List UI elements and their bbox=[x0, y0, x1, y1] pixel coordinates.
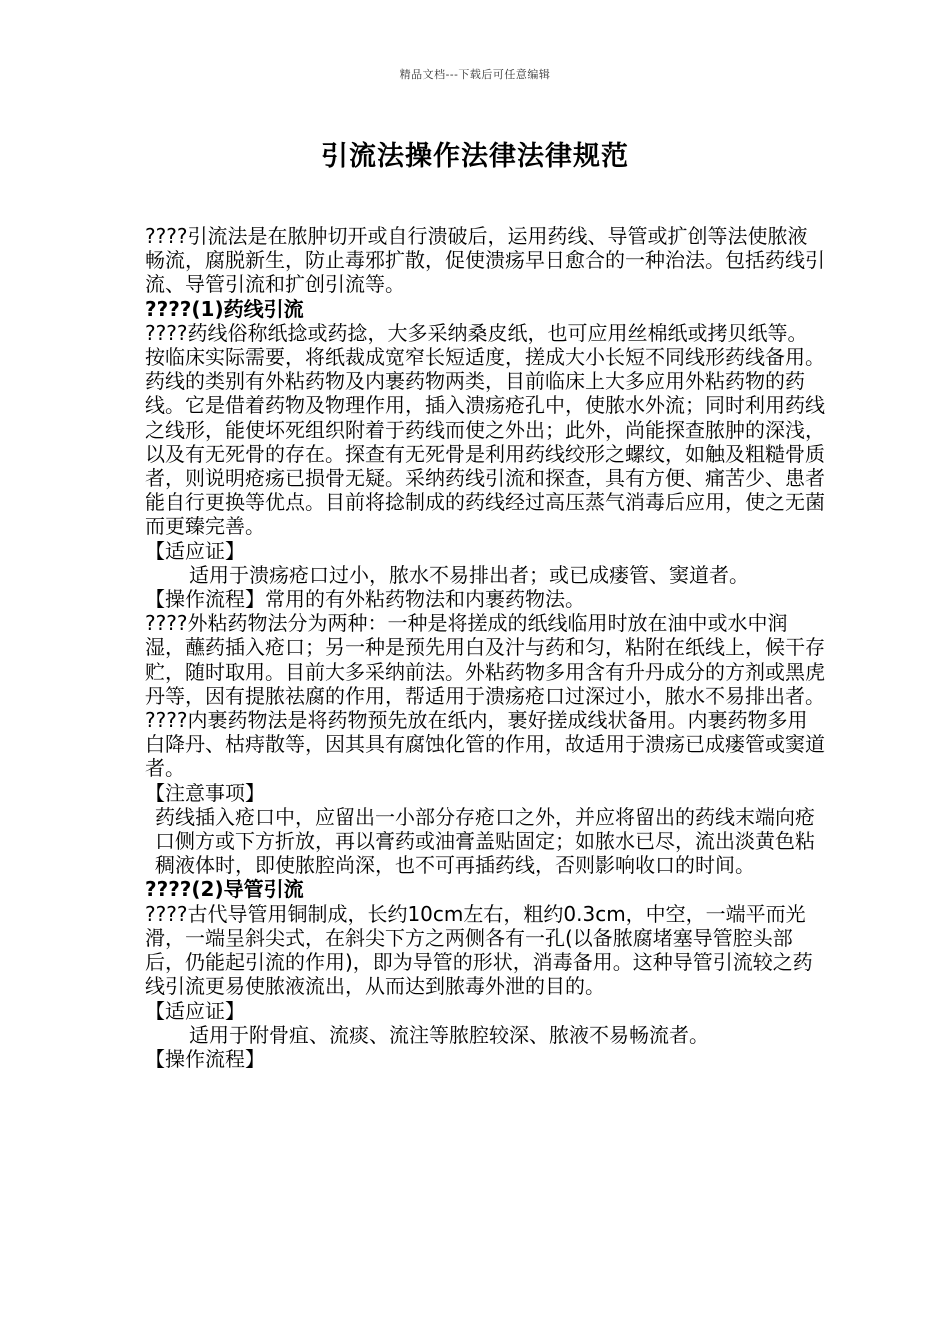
page-header: 精品文档---下载后可任意编辑 bbox=[399, 68, 551, 81]
section-heading-drug-thread: ????(1)药线引流 bbox=[145, 296, 304, 321]
section-heading-catheter: ????(2)导管引流 bbox=[145, 877, 304, 902]
label-indications-2: 【适应证】 bbox=[145, 998, 245, 1023]
label-precautions: 【注意事项】 bbox=[145, 780, 265, 805]
paragraph-precautions: 药线插入疮口中，应留出一小部分存疮口之外，并应将留出的药线末端向疮口侧方或下方折放，再以膏药或油膏盖贴固定；如脓水已尽，流出淡黄色粘稠液体时，即使脓腔尚深，也不可再插药线，否则影响收口的时间。 bbox=[155, 804, 815, 878]
label-procedure-2: 【操作流程】 bbox=[145, 1046, 265, 1071]
label-indications: 【适应证】 bbox=[145, 538, 245, 563]
label-procedure: 【操作流程】常用的有外粘药物法和内裹药物法。 bbox=[145, 587, 585, 612]
paragraph-drug-thread: ????药线俗称纸捻或药捻，大多采纳桑皮纸，也可应用丝棉纸或拷贝纸等。按临床实际需要，将纸裁成宽窄长短适度，搓成大小长短不同线形药线备用。药线的类别有外粘药物及内裹药物两类，目前临床上大多应用外粘药物的药线。它是借着药物及物理作用，插入溃疡疮孔中，使脓水外流；同时利用药线之线形，能使坏死组织附着于药线而使之外出；此外，尚能探查脓肿的深浅，以及有无死骨的存在。探查有无死骨是利用药线绞形之螺纹，如触及粗糙骨质者，则说明疮疡已损骨无疑。采纳药线引流和探查，具有方便、痛苦少、患者能自行更换等优点。目前将捻制成的药线经过高压蒸气消毒后应用，使之无菌而更臻完善。 bbox=[145, 320, 825, 539]
paragraph-internal-method: ????内裹药物法是将药物预先放在纸内，裹好搓成线状备用。内裹药物多用白降丹、枯痔散等，因其具有腐蚀化管的作用，故适用于溃疡已成瘘管或窦道者。 bbox=[145, 708, 825, 781]
paragraph-catheter: ????古代导管用铜制成，长约10cm左右，粗约0.3cm，中空，一端平而光滑，一端呈斜尖式，在斜尖下方之两侧各有一孔(以备脓腐堵塞导管腔头部后，仍能起引流的作用)，即为导管的形状，消毒备用。这种导管引流较之药线引流更易使脓液流出，从而达到脓毒外泄的目的。 bbox=[145, 901, 813, 999]
document-body bbox=[145, 224, 825, 1071]
paragraph-indications: 适用于溃疡疮口过小，脓水不易排出者；或已成瘘管、窦道者。 bbox=[189, 562, 749, 587]
paragraph-external-method: ????外粘药物法分为两种：一种是将搓成的纸线临用时放在油中或水中润湿，蘸药插入疮口；另一种是预先用白及汁与药和匀，粘附在纸线上，候干存贮，随时取用。目前大多采纳前法。外粘药物多用含有升丹成分的方剂或黑虎丹等，因有提脓祛腐的作用，帮适用于溃疡疮口过深过小，脓水不易排出者。 bbox=[145, 611, 825, 708]
document-title: 引流法操作法律法律规范 bbox=[321, 141, 629, 172]
paragraph-intro: ????引流法是在脓肿切开或自行溃破后，运用药线、导管或扩创等法使脓液畅流，腐脱新生，防止毒邪扩散，促使溃疡早日愈合的一种治法。包括药线引流、导管引流和扩创引流等。 bbox=[145, 224, 825, 297]
paragraph-indications-2: 适用于附骨疽、流痰、流注等脓腔较深、脓液不易畅流者。 bbox=[189, 1022, 709, 1047]
